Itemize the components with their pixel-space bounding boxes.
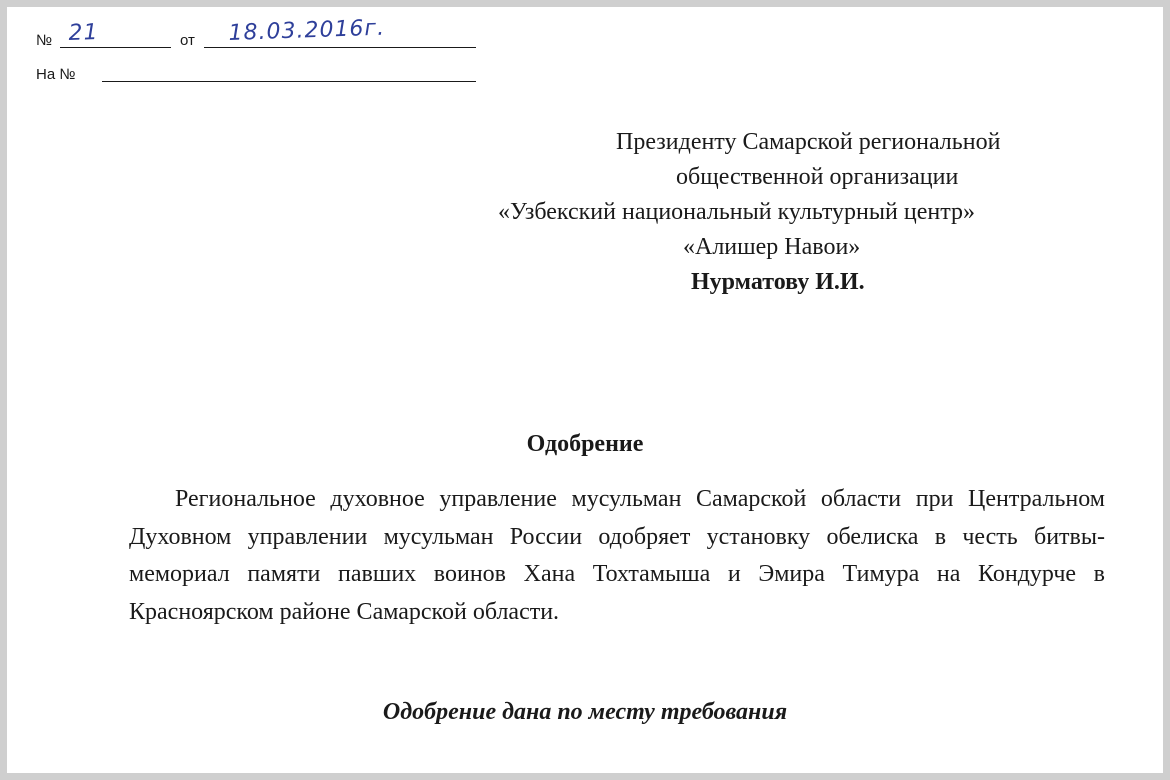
addressee-line-3: «Узбекский национальный культурный центр» [498, 199, 975, 225]
date-field-line [204, 47, 476, 48]
addressee-name: Нурматову И.И. [691, 269, 865, 295]
addressee-line-2: общественной организации [676, 164, 959, 190]
number-field-line [60, 47, 171, 48]
reference-label: На № [36, 66, 76, 83]
addressee-line-4: «Алишер Навои» [683, 234, 861, 260]
document-page [7, 7, 1163, 773]
date-handwritten-value: 18.03.2016г. [228, 15, 386, 46]
reference-field-line [102, 81, 476, 82]
addressee-line-1: Президенту Самарской региональной [616, 129, 1001, 155]
document-closing: Одобрение дана по месту требования [382, 699, 788, 725]
number-label: № [36, 32, 53, 49]
document-body: Региональное духовное управление мусульман Самарской области при Центральном Духовном управлении мусульман России одобряет установку обелиска в честь битвы- мемориал памяти павших воинов Хана Тохтамыша и Эмира Тимура на Кондурче в Красноярском районе Самарской области. [129, 486, 1105, 625]
date-label: от [180, 32, 195, 49]
number-handwritten-value: 21 [68, 19, 99, 46]
document-title: Одобрение [526, 431, 644, 457]
